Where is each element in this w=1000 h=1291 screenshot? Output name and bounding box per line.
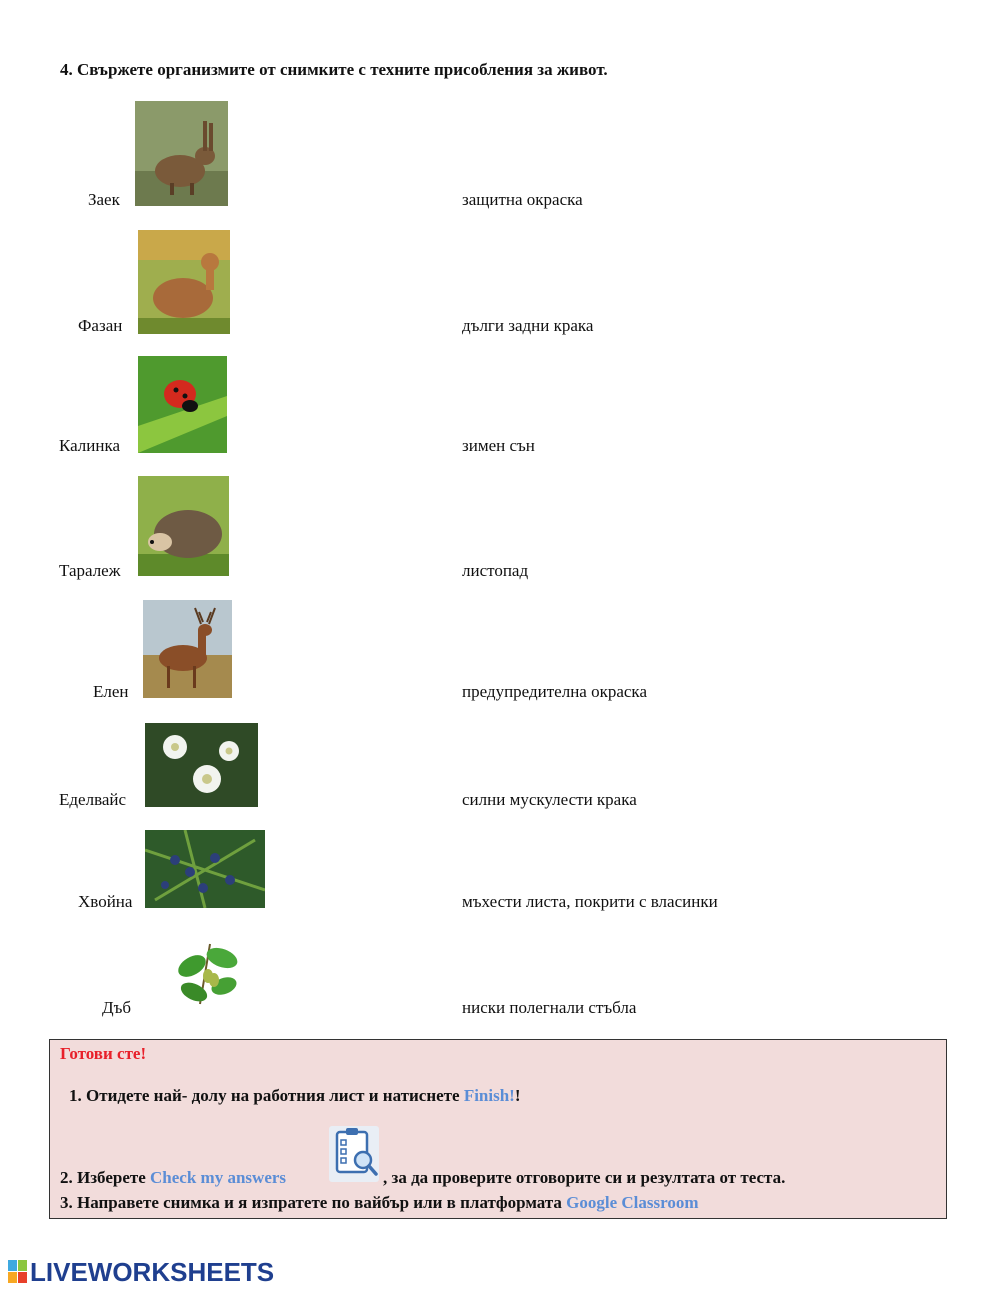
- hedgehog-photo: [138, 476, 229, 576]
- step-3-text: 3. Направете снимка и я изпратете по вайбър или в платформата: [60, 1193, 562, 1212]
- adaptation-item: ниски полегнали стъбла: [462, 998, 637, 1017]
- juniper-photo: [145, 830, 265, 908]
- task-title: 4. Свържете организмите от снимките с техните присобления за живот.: [60, 60, 608, 79]
- adaptation-item: зимен сън: [462, 436, 535, 455]
- organism-label: Хвойна: [78, 892, 133, 911]
- adaptation-item: силни мускулести крака: [462, 790, 637, 809]
- instructions-panel: [49, 1039, 947, 1219]
- organism-label: Калинка: [59, 436, 121, 455]
- adaptation-item: защитна окраска: [462, 190, 583, 209]
- organism-label: Елен: [93, 682, 129, 701]
- step-2-prefix: 2. Изберете: [60, 1168, 146, 1187]
- ladybug-photo: [138, 356, 227, 453]
- hare-photo: [135, 101, 228, 206]
- organism-label: Дъб: [102, 998, 132, 1017]
- check-answers-link[interactable]: Check my answers: [150, 1168, 287, 1187]
- partridge-photo: [138, 230, 230, 334]
- adaptation-item: листопад: [462, 561, 529, 580]
- adaptation-item: предупредителна окраска: [462, 682, 647, 701]
- oak-photo: [170, 934, 245, 1012]
- step-2-suffix: , за да проверите отговорите си и резултата от теста.: [383, 1168, 786, 1187]
- logo-blocks-icon: [8, 1260, 28, 1284]
- edelweiss-photo: [145, 723, 258, 807]
- adaptation-item: мъхести листа, покрити с власинки: [462, 892, 718, 911]
- finish-link[interactable]: Finish!: [463, 1086, 515, 1105]
- organism-label: Заек: [88, 190, 120, 209]
- deer-photo: [143, 600, 232, 698]
- check-answers-icon[interactable]: [329, 1126, 379, 1182]
- instruction-step-1: [69, 1086, 521, 1106]
- instructions-heading: Готови сте!: [60, 1044, 147, 1063]
- logo-text: LIVEWORKSHEETS: [30, 1257, 275, 1287]
- organism-label: Таралеж: [59, 561, 121, 580]
- organism-label: Еделвайс: [59, 790, 127, 809]
- step-1-text: 1. Отидете най- долу на работния лист и натиснете: [69, 1086, 460, 1105]
- instruction-step-2: [60, 1168, 286, 1188]
- organism-label: Фазан: [78, 316, 123, 335]
- adaptation-item: дълги задни крака: [462, 316, 594, 335]
- google-classroom-link[interactable]: Google Classroom: [566, 1193, 699, 1212]
- step-1-end: !: [514, 1086, 521, 1105]
- instruction-step-3: [60, 1193, 699, 1213]
